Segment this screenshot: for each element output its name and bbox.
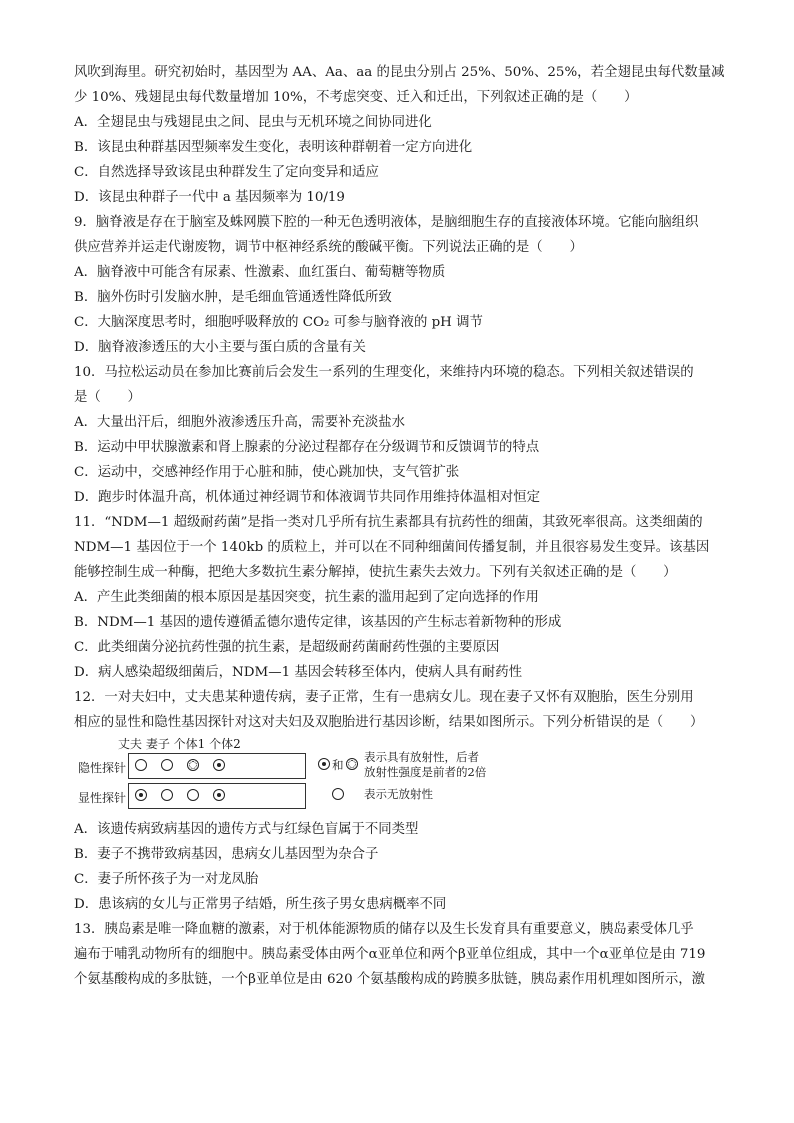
legend-radioactive-text: 表示具有放射性，后者 — [364, 750, 479, 764]
question-11-stem: 11．“NDM—1 超级耐药菌”是指一类对几乎所有抗生素都具有抗药性的细菌，其致死率很高。这类细菌的 — [74, 515, 703, 530]
option-c: C．自然选择导致该昆虫种群发生了定向变异和适应 — [74, 165, 379, 180]
dominant-probe-box — [128, 783, 306, 809]
option-c: C．妻子所怀孩子为一对龙凤胎 — [74, 872, 259, 887]
text-line: 少 10%、残翅昆虫每代数量增加 10%，不考虑突变、迁入和迁出，下列叙述正确的是（ ） — [74, 90, 638, 105]
legend-none-text: 表示无放射性 — [364, 787, 433, 801]
option-a: A．全翅昆虫与残翅昆虫之间、昆虫与无机环境之间协同进化 — [74, 115, 432, 130]
recessive-probe-box — [128, 753, 306, 779]
circle-radioactivity-icon — [213, 789, 225, 801]
exam-page — [74, 60, 724, 992]
option-a: A．脑脊液中可能含有尿素、性激素、血红蛋白、葡萄糖等物质 — [74, 265, 446, 280]
option-c: C．运动中，交感神经作用于心脏和肺，使心跳加快，支气管扩张 — [74, 465, 460, 480]
legend-radioactive-text: 放射性强度是前者的2倍 — [364, 765, 487, 779]
option-a: A．大量出汗后，细胞外液渗透压升高，需要补充淡盐水 — [74, 415, 406, 430]
circle-no-radioactivity-icon — [161, 789, 173, 801]
circle-strong-radioactivity-icon — [187, 759, 199, 771]
option-a: A．产生此类细菌的根本原因是基因突变，抗生素的滥用起到了定向选择的作用 — [74, 590, 539, 605]
option-b: B．运动中甲状腺激素和肾上腺素的分泌过程都存在分级调节和反馈调节的特点 — [74, 440, 540, 455]
legend-no-radioactivity-icon — [332, 788, 344, 800]
question-9-stem: 供应营养并运走代谢废物，调节中枢神经系统的酸碱平衡。下列说法正确的是（ ） — [74, 240, 583, 255]
option-c: C．此类细菌分泌抗药性强的抗生素，是超级耐药菌耐药性强的主要原因 — [74, 640, 500, 655]
question-12-stem: 相应的显性和隐性基因探针对这对夫妇及双胞胎进行基因诊断，结果如图所示。下列分析错误的是（ ） — [74, 715, 704, 730]
circle-radioactivity-icon — [135, 789, 147, 801]
question-9-stem: 9．脑脊液是存在于脑室及蛛网膜下腔的一种无色透明液体，是脑细胞生存的直接液体环境。它能向脑组织 — [74, 215, 699, 230]
legend-strong-radioactive-icon — [346, 758, 358, 770]
dominant-probe-label: 显性探针 — [78, 791, 127, 805]
option-d: D．跑步时体温升高，机体通过神经调节和体液调节共同作用维持体温相对恒定 — [74, 490, 541, 505]
option-d: D．该昆虫种群子一代中 a 基因频率为 10/19 — [74, 190, 345, 205]
circle-no-radioactivity-icon — [135, 759, 147, 771]
question-13-stem: 13．胰岛素是唯一降血糖的激素，对于机体能源物质的储存以及生长发育具有重要意义，胰岛素受体几乎 — [74, 922, 694, 937]
option-b: B．该昆虫种群基因型频率发生变化，表明该种群朝着一定方向进化 — [74, 140, 473, 155]
question-11-stem: 能够控制生成一种酶，把绝大多数抗生素分解掉，使抗生素失去效力。下列有关叙述正确的是（ ） — [74, 565, 677, 580]
legend-radioactive-icon — [318, 758, 330, 770]
question-13-stem: 个氨基酸构成的多肽链，一个β亚单位是由 620 个氨基酸构成的跨膜多肽链，胰岛素作用机理如图所示，激 — [74, 972, 705, 987]
question-10-stem: 是（ ） — [74, 390, 141, 405]
circle-no-radioactivity-icon — [161, 759, 173, 771]
question-13-stem: 遍布于哺乳动物所有的细胞中。胰岛素受体由两个α亚单位和两个β亚单位组成，其中一个α亚单位是由 719 — [74, 947, 706, 962]
option-b: B．妻子不携带致病基因，患病女儿基因型为杂合子 — [74, 847, 379, 862]
recessive-probe-label: 隐性探针 — [78, 761, 127, 775]
legend-and: 和 — [332, 758, 344, 772]
figure-column-labels: 丈夫 妻子 个体1 个体2 — [118, 737, 241, 751]
option-d: D．病人感染超级细菌后，NDM—1 基因会转移至体内，使病人具有耐药性 — [74, 665, 523, 680]
question-12-stem: 12．一对夫妇中，丈夫患某种遗传病，妻子正常，生有一患病女儿。现在妻子又怀有双胞胎，医生分别用 — [74, 690, 694, 705]
text-line: 风吹到海里。研究初始时，基因型为 AA、Aa、aa 的昆虫分别占 25%、50%、25%，若全翅昆虫每代数量减 — [74, 65, 724, 80]
question-11-stem: NDM—1 基因位于一个 140kb 的质粒上，并可以在不同种细菌间传播复制，并且很容易发生变异。该基因 — [74, 540, 710, 555]
option-c: C．大脑深度思考时，细胞呼吸释放的 CO₂ 可参与脑脊液的 pH 调节 — [74, 315, 483, 330]
option-b: B．脑外伤时引发脑水肿，是毛细血管通透性降低所致 — [74, 290, 392, 305]
gene-probe-figure — [74, 737, 494, 813]
question-10-stem: 10．马拉松运动员在参加比赛前后会发生一系列的生理变化，来维持内环境的稳态。下列相关叙述错误的 — [74, 365, 694, 380]
circle-radioactivity-icon — [213, 759, 225, 771]
circle-no-radioactivity-icon — [187, 789, 199, 801]
option-d: D．患该病的女儿与正常男子结婚，所生孩子男女患病概率不同 — [74, 897, 447, 912]
option-d: D．脑脊液渗透压的大小主要与蛋白质的含量有关 — [74, 340, 366, 355]
option-a: A．该遗传病致病基因的遗传方式与红绿色盲属于不同类型 — [74, 822, 419, 837]
option-b: B．NDM—1 基因的遗传遵循孟德尔遗传定律，该基因的产生标志着新物种的形成 — [74, 615, 562, 630]
